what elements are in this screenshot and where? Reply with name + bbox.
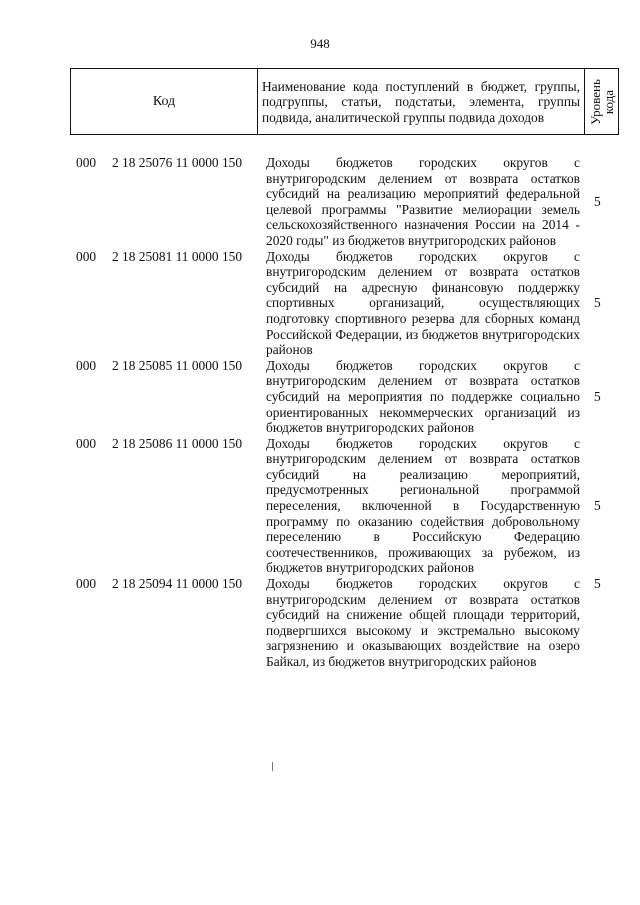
row-code: 2 18 25086 11 0000 150 bbox=[112, 435, 243, 451]
row-prefix: 000 bbox=[76, 155, 97, 170]
row-prefix: 000 bbox=[76, 248, 97, 264]
table-row bbox=[0, 576, 640, 670]
table-row bbox=[0, 358, 640, 436]
row-level: 5 bbox=[594, 498, 601, 514]
row-prefix: 000 bbox=[76, 576, 97, 592]
row-prefix: 000 bbox=[76, 357, 97, 373]
page-number: 948 bbox=[310, 36, 330, 51]
table-body bbox=[0, 155, 640, 670]
row-level: 5 bbox=[594, 388, 601, 404]
row-code: 2 18 25076 11 0000 150 bbox=[112, 155, 243, 170]
table-row bbox=[0, 249, 640, 358]
header-level: Уровень кода bbox=[587, 78, 616, 125]
table-row bbox=[0, 436, 640, 576]
row-name: Доходы бюджетов городских округов с внутригородским делением от возврата остатков субсидий на адресную финансовую поддержку спортивных организаций, осуществляющих подготовку спортивного резерва для сборных команд Российской Федерации, из бюджетов внутригородских районов bbox=[266, 248, 580, 358]
row-code: 2 18 25081 11 0000 150 bbox=[112, 248, 243, 264]
table-header bbox=[70, 68, 619, 135]
header-level-cell bbox=[585, 69, 619, 135]
row-prefix: 000 bbox=[76, 435, 97, 451]
header-name: Наименование кода поступлений в бюджет, группы, подгруппы, статьи, подстатьи, элемента, группы подвида, аналитической группы подвида доходов bbox=[258, 69, 585, 135]
row-level: 5 bbox=[594, 193, 601, 209]
table-row bbox=[0, 155, 640, 249]
row-name: Доходы бюджетов городских округов с внутригородским делением от возврата остатков субсидий на мероприятия по поддержке социально ориентированных некоммерческих организаций из бюджетов внутригородских районов bbox=[266, 357, 580, 436]
row-code: 2 18 25085 11 0000 150 bbox=[112, 357, 243, 373]
row-name: Доходы бюджетов городских округов с внутригородским делением от возврата остатков субсидий на реализацию мероприятий федеральной целевой программы "Развитие мелиорации земель сельскохозяйственного назначения России на 2014 - 2020 годы" из бюджетов внутригородских районов bbox=[266, 155, 580, 248]
row-level: 5 bbox=[594, 576, 601, 592]
header-code: Код bbox=[71, 69, 258, 135]
row-name: Доходы бюджетов городских округов с внутригородским делением от возврата остатков субсидий на снижение общей площади территорий, подвергшихся высокому и экстремально высокому загрязнению и оказывающих воздействие на озеро Байкал, из бюджетов внутригородских районов bbox=[266, 576, 580, 669]
row-name: Доходы бюджетов городских округов с внутригородским делением от возврата остатков субсидий на реализацию мероприятий, предусмотренных региональной программой переселения, включенной в Государственную программу по оказанию содействия добровольному переселению в Российскую Федерацию соотечественников, проживающих за рубежом, из бюджетов внутригородских районов bbox=[266, 435, 580, 576]
scan-mark bbox=[272, 762, 273, 771]
row-level: 5 bbox=[594, 295, 601, 311]
row-code: 2 18 25094 11 0000 150 bbox=[112, 576, 243, 592]
